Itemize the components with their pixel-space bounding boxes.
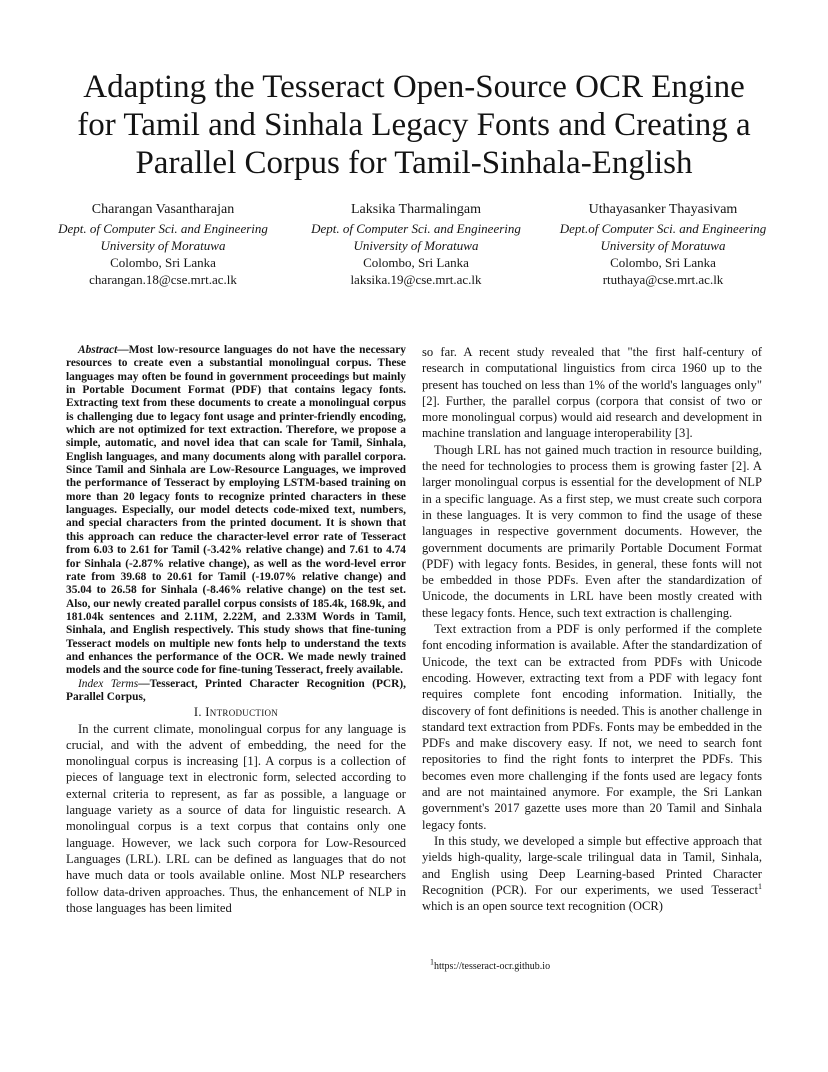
title-line-3: Parallel Corpus for Tamil-Sinhala-English (135, 145, 693, 181)
author-email[interactable]: charangan.18@cse.mrt.ac.lk (89, 272, 237, 287)
author-location: Colombo, Sri Lanka (610, 255, 716, 270)
author-1 (38, 201, 288, 288)
abstract-paragraph (66, 344, 406, 678)
author-university: University of Moratuwa (600, 238, 726, 253)
paragraph-text: In this study, we developed a simple but effective approach that yields high-quality, large-scale trilingual data in Tamil, Sinhala, and English using Deep Learning-based Printed Character Recognition (PCR). For our experiments, we used Tesseract (422, 833, 762, 897)
footnote-ref[interactable]: 1 (758, 881, 762, 891)
body-paragraph (422, 833, 762, 914)
footnote-mark: 1 (430, 957, 434, 967)
title-line-2: for Tamil and Sinhala Legacy Fonts and Creating a (77, 107, 751, 143)
footnote (430, 957, 551, 973)
author-email[interactable]: laksika.19@cse.mrt.ac.lk (350, 272, 482, 287)
abstract (66, 344, 406, 704)
author-name: Uthayasanker Thayasivam (588, 202, 738, 217)
author-3 (538, 201, 788, 288)
body-paragraph: so far. A recent study revealed that "the first half-century of research in computational linguistics from circa 1960 up to the present has touched on less than 1% of the world's languages only" [2]. Further, the parallel corpus (corpora that consist of two or more monolingual corpus) would aid research and development in machine translation and language interoperability [3]. (422, 345, 762, 441)
author-location: Colombo, Sri Lanka (363, 255, 469, 270)
index-terms-text: —Tesseract, Printed Character Recognition (PCR), Parallel Corpus, (66, 677, 406, 703)
section-title: Introduction (205, 705, 279, 720)
author-location: Colombo, Sri Lanka (110, 255, 216, 270)
body-paragraph: Though LRL has not gained much traction in resource building, the need for technologies to process them is growing faster [2]. A larger monolingual corpus is essential for the development of NLP in a specific language. As a first step, we must create such corpora in these languages. It is very common to find the usage of these languages in respective government documents. However, the government documents are primarily Portable Document Format (PDF) with legacy fonts. Besides, in general, these fonts will not be embedded in those PDFs. Even after the standardization of Unicode, the documents in LRL have been mostly created with these legacy fonts. Hence, such text extraction is challenging. (422, 442, 762, 620)
paragraph-text: which is an open source text recognition (OCR) (422, 899, 663, 914)
author-university: University of Moratuwa (353, 238, 479, 253)
title-line-1: Adapting the Tesseract Open-Source OCR Engine (83, 69, 745, 105)
author-2 (291, 201, 541, 288)
section-heading (66, 704, 406, 720)
left-column (66, 344, 406, 916)
author-dept: Dept.of Computer Sci. and Engineering (559, 221, 767, 236)
author-block (38, 201, 790, 301)
abstract-label: Abstract (78, 344, 118, 356)
section-number: I. (193, 705, 202, 720)
index-terms (66, 678, 406, 705)
index-terms-label: Index Terms (78, 677, 139, 690)
author-dept: Dept. of Computer Sci. and Engineering (311, 221, 521, 236)
body-paragraph: Text extraction from a PDF is only performed if the complete font encoding information is available. After the standardization of Unicode, the text can be extracted from PDFs with Unicode encoding. However, extracting text from a PDF with legacy font requires complete font encoding information. Initially, the discovery of font definitions is needed. This is another challenge in standard text extraction from PDFs. Fonts may be embedded in the PDFs and make discovery easy. If not, we need to search font repositories to find the right fonts to interpret the PDFs. This becomes even more challenging if the fonts used are legacy fonts and are not maintained anymore. For example, the Sri Lankan government's 2017 gazette uses more than 20 Tamil and Sinhala legacy fonts. (422, 622, 762, 832)
author-dept: Dept. of Computer Sci. and Engineering (58, 221, 268, 236)
author-email[interactable]: rtuthaya@cse.mrt.ac.lk (602, 272, 724, 287)
author-name: Charangan Vasantharajan (91, 202, 235, 217)
author-university: University of Moratuwa (100, 238, 226, 253)
abstract-text: —Most low-resource languages do not have the necessary resources to create even a substantial monolingual corpus. These languages may often be found in government proceedings but mainly in Portable Document Format (PDF) that contains legacy fonts. Extracting text from these documents to create a monolingual corpus is challenging due to legacy font usage and printer-friendly encoding, which are not optimized for text extraction. Therefore, we propose a simple, automatic, and novel idea that can scale for Tamil, Sinhala, English languages, and many documents along with parallel corpora. Since Tamil and Sinhala are Low-Resource Languages, we improved the performance of Tesseract by employing LSTM-based training on more than 20 legacy fonts to recognize printed characters in these languages. Especially, our model detects code-mixed text, numbers, and special characters from the printed document. It is shown that this approach can reduce the character-level error rate of Tesseract from 6.03 to 2.61 for Tamil (-3.42% relative change) and 7.61 to 4.74 for Sinhala (-2.87% relative change), as well as the word-level error rate from 39.68 to 20.61 for Tamil (-19.07% relative change) and 35.04 to 26.58 for Sinhala (-8.46% relative change) on the test set. Also, our newly created parallel corpus consists of 185.4k, 168.9k, and 181.04k sentences and 2.11M, 2.22M, and 2.33M Words in Tamil, Sinhala, and English respectively. This study shows that fine-tuning Tesseract models on multiple new fonts help to understand the texts and enhances the performance of the OCR. We made newly trained models and the source code for fine-tuning Tesseract, freely available. (66, 344, 406, 677)
paper-title (40, 68, 788, 182)
body-paragraph: In the current climate, monolingual corpus for any language is crucial, and with the advent of embedding, the need for the monolingual corpus is increasing [1]. A corpus is a collection of pieces of language text in electronic form, selected according to external criteria to represent, as far as possible, a language or language variety as a source of data for linguistic research. A monolingual corpus is a text corpus that contains only one language. However, we lack such corpora for Low-Resourced Languages (LRL). LRL can be defined as languages that do not have much data or tools available online. Most NLP researchers follow data-driven approaches. Thus, the enhancement of NLP in those languages has been limited (66, 721, 406, 915)
right-column (422, 344, 762, 914)
footnote-url[interactable]: https://tesseract-ocr.github.io (434, 961, 551, 972)
author-name: Laksika Tharmalingam (351, 202, 481, 217)
